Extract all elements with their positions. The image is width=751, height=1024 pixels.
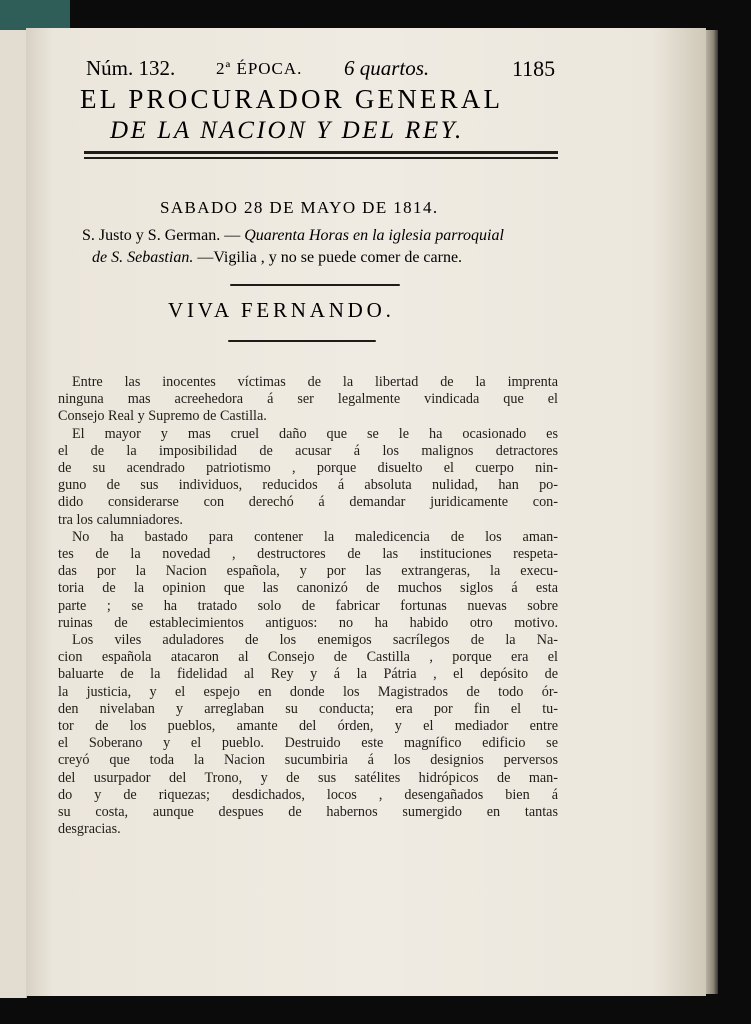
body-line: Los viles aduladores de los enemigos sacrílegos de la Na- bbox=[72, 632, 558, 649]
church-name: de S. Sebastian. bbox=[92, 249, 194, 266]
issue-price: 6 quartos. bbox=[344, 56, 430, 80]
issue-epoch: 2ª ÉPOCA. bbox=[216, 59, 303, 78]
article-headline: VIVA FERNANDO. bbox=[168, 298, 395, 322]
masthead-double-rule bbox=[84, 151, 558, 159]
body-line: das por la Nacion española, y por las extrangeras, la execu- bbox=[58, 563, 558, 580]
body-line: su costa, aunque despues de habernos sumergido en tantas bbox=[58, 804, 558, 821]
masthead-title: EL PROCURADOR GENERAL bbox=[80, 84, 504, 114]
issue-meta-line bbox=[86, 56, 606, 82]
body-line: creyó que toda la Nacion sucumbiria á los designios perversos bbox=[58, 752, 558, 769]
body-line: dido considerarse con derechó á demandar juridicamente con- bbox=[58, 494, 558, 511]
scan-corner-tab bbox=[0, 0, 70, 30]
masthead-subtitle: DE LA NACION Y DEL REY. bbox=[110, 117, 464, 144]
body-line: el Soberano y el pueblo. Destruido este magnífico edificio se bbox=[58, 735, 558, 752]
body-line: No ha bastado para contener la maledicencia de los aman- bbox=[72, 528, 558, 545]
body-line: cion española atacaron al Consejo de Castilla , porque era el bbox=[58, 649, 558, 666]
body-line: desgracias. bbox=[58, 821, 121, 838]
forty-hours-note: Quarenta Horas en la iglesia parroquial bbox=[244, 227, 504, 244]
body-line: toria de la opinion que las canonizó de muchos siglos á esta bbox=[58, 580, 558, 597]
body-line: tes de la novedad , destructores de las instituciones respeta- bbox=[58, 546, 558, 563]
issue-date: SABADO 28 DE MAYO DE 1814. bbox=[160, 198, 439, 217]
body-line: El mayor y mas cruel daño que se le ha ocasionado es bbox=[72, 425, 558, 442]
issue-number: Núm. 132. bbox=[86, 56, 176, 80]
ornament-rule-bottom bbox=[228, 340, 376, 342]
body-line: parte ; se ha tratado solo de fabricar fortunas nuevas sobre bbox=[58, 597, 558, 614]
body-line: del usurpador del Trono, y de sus satélites hidrópicos de man- bbox=[58, 769, 558, 786]
body-line: la justicia, y el espejo en donde los Magistrados de todo ór- bbox=[58, 683, 558, 700]
body-line: baluarte de la fidelidad al Rey y á la Pátria , el depósito de bbox=[58, 666, 558, 683]
saints-names: S. Justo y S. German. — bbox=[82, 227, 245, 244]
body-line: el de la imposibilidad de acusar á los malignos detractores bbox=[58, 442, 558, 459]
facing-page-edge bbox=[0, 30, 27, 998]
body-line: guno de sus individuos, reducidos á absoluta nulidad, han po- bbox=[58, 477, 558, 494]
saints-line-2 bbox=[92, 249, 462, 267]
page-number: 1185 bbox=[512, 56, 556, 81]
saints-line-1 bbox=[82, 227, 504, 245]
ornament-rule-top bbox=[230, 284, 400, 286]
body-line: tra los calumniadores. bbox=[58, 511, 183, 528]
body-line: ruinas de establecimientos antiguos: no ha habido otro motivo. bbox=[58, 614, 558, 631]
article-body bbox=[58, 374, 558, 838]
body-line: den nivelaban y arreglaban su conducta; era por fin el tu- bbox=[58, 700, 558, 717]
vigil-note: —Vigilia , y no se puede comer de carne. bbox=[193, 249, 463, 266]
page-edge-shadow bbox=[706, 30, 718, 994]
body-line: do y de riquezas; desdichados, locos , desengañados bien á bbox=[58, 786, 558, 803]
body-line: de su acendrado patriotismo , porque disuelto el cuerpo nin- bbox=[58, 460, 558, 477]
body-line: Consejo Real y Supremo de Castilla. bbox=[58, 408, 267, 425]
body-line: tor de los pueblos, amante del órden, y el mediador entre bbox=[58, 718, 558, 735]
body-line: Entre las inocentes víctimas de la libertad de la imprenta bbox=[72, 374, 558, 390]
body-line: ninguna mas acreehedora á ser legalmente vindicada que el bbox=[58, 391, 558, 408]
